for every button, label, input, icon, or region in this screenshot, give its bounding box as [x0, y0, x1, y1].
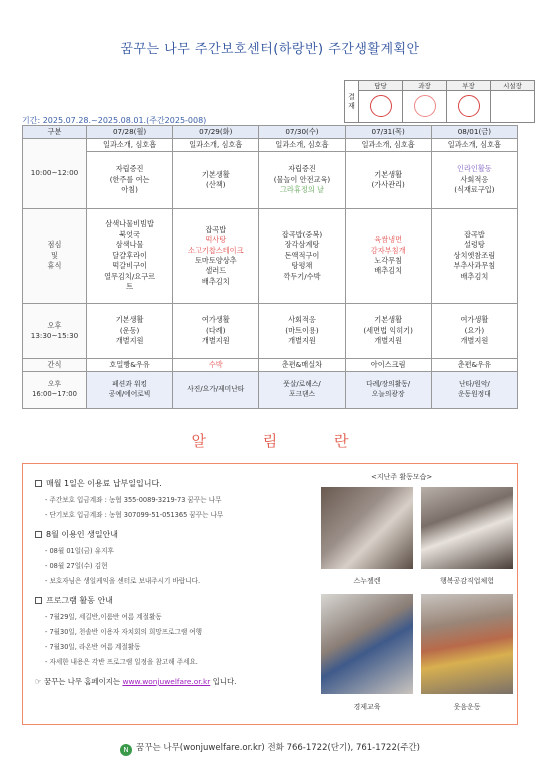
- homepage-line: ☞ 꿈꾸는 나무 홈페이지는 www.wonjuwelfare.or.kr 입니다.: [35, 677, 237, 686]
- day-header: 07/28(월): [87, 126, 173, 139]
- afternoon-cell: 여가생활 (다례) 개별지원: [173, 304, 259, 359]
- intro-cell: 일과소개, 심호흡: [173, 139, 259, 152]
- morning-cell: 자립증진 (한주를 여는 아침): [87, 152, 173, 209]
- lunch-menu-cell: 잡곡밥(중복) 장각삼계탕 돈액적구이 탕평채 깍두기/수박: [259, 209, 345, 304]
- photo-caption: 웃음운동: [453, 703, 481, 711]
- notice-text: [35, 478, 315, 687]
- activity-photo: [421, 487, 513, 569]
- late-afternoon-cell: 사진/요가/제미난타: [173, 372, 259, 409]
- morning-cell: 인라인활동 사회적응 (식재료구입): [431, 152, 517, 209]
- checkbox-icon: [35, 597, 42, 604]
- late-afternoon-cell: 다례/장의활동/ 오늘의광장: [345, 372, 431, 409]
- activity-photo: [321, 594, 413, 694]
- signature-stamp-icon: [359, 91, 403, 123]
- lunch-label: 점심 및 휴식: [23, 209, 87, 304]
- signature-stamp-icon: [447, 91, 491, 123]
- checkbox-icon: [35, 480, 42, 487]
- approval-header: 부장: [447, 81, 491, 91]
- lunch-menu-cell: 육쌈냉면 감자부침개 노각무침 배추김치: [345, 209, 431, 304]
- snack-cell: 호밀빵&우유: [87, 359, 173, 372]
- day-header: 07/30(수): [259, 126, 345, 139]
- signature-stamp-icon: [403, 91, 447, 123]
- intro-cell: 일과소개, 심호흡: [87, 139, 173, 152]
- photo-caption: 스누젤렌: [353, 577, 381, 585]
- lunch-menu-cell: 삼색나물비빔밥 북엇국 삼색나물 달걀후라이 떡갈비구이 열무김치/요구르 트: [87, 209, 173, 304]
- afternoon-cell: 기본생활 (세면법 익히기) 개별지원: [345, 304, 431, 359]
- approval-header: 담당: [359, 81, 403, 91]
- intro-cell: 일과소개, 심호흡: [345, 139, 431, 152]
- snack-cell: 아이스크림: [345, 359, 431, 372]
- footer-text: 꿈꾸는 나무(wonjuwelfare.or.kr) 전화 766-1722(단기), 761-1722(주간): [136, 743, 420, 753]
- day-header: 07/31(목): [345, 126, 431, 139]
- day-header: 07/29(화): [173, 126, 259, 139]
- intro-cell: 일과소개, 심호흡: [259, 139, 345, 152]
- photo-caption: 행복공감직업체험: [439, 577, 495, 585]
- afternoon-cell: 기본생활 (운동) 개별지원: [87, 304, 173, 359]
- morning-cell: 기본생활 (가사관리): [345, 152, 431, 209]
- signature-empty: [491, 91, 535, 123]
- checkbox-icon: [35, 531, 42, 538]
- homepage-link[interactable]: www.wonjuwelfare.or.kr: [122, 677, 211, 686]
- schedule-table: [22, 125, 518, 409]
- morning-label: 10:00~12:00: [23, 139, 87, 209]
- photo-caption: 경제교육: [353, 703, 381, 711]
- photos-title: <지난주 활동모습>: [371, 473, 433, 481]
- notice-section: 프로그램 활동 안내 - 7월29일, 세길반,이룸반 여름 계절활동 - 7월30일, 천솔반 이용자 자치회의 희망프로그램 여행 - 7월30일, 라온반 여름 계절활동 - 자세한 내용은 각반 프로그램 일정을 참고해 주세요.: [35, 595, 315, 666]
- intro-cell: 일과소개, 심호흡: [431, 139, 517, 152]
- lunch-menu-cell: 잡곡밥 떡사탕 소고기찹스테이크 토마토양상추 샐러드 배추김치: [173, 209, 259, 304]
- snack-cell: 춘편&우유: [431, 359, 517, 372]
- approval-header: 시설장: [491, 81, 535, 91]
- lunch-menu-cell: 잡곡밥 설렁탕 상치엣참조림 부추사과무침 배추김치: [431, 209, 517, 304]
- logo-icon: N: [120, 744, 132, 756]
- morning-cell: 기본생활 (산책): [173, 152, 259, 209]
- notice-section: 8월 이용인 생일안내 - 08월 01일(금) 유지후 - 08월 27일(수) 김현 - 보호자님은 생일케익을 센터로 보내주시기 바랍니다.: [35, 529, 315, 585]
- corner-cell: 구분: [23, 126, 87, 139]
- late-afternoon-label: 오후 16:00~17:00: [23, 372, 87, 409]
- activity-photo: [421, 594, 513, 694]
- period-label: 기간: 2025.07.28.~2025.08.01.(주간2025-008): [22, 116, 207, 125]
- snack-cell: 수박: [173, 359, 259, 372]
- late-afternoon-cell: 페션과 워킹 공예/에어로빅: [87, 372, 173, 409]
- notice-box: [22, 463, 518, 725]
- page-title: 꿈꾸는 나무 주간보호센터(하랑반) 주간생활계획안: [120, 42, 420, 57]
- snack-cell: 춘편&매실차: [259, 359, 345, 372]
- footer: [0, 741, 540, 756]
- afternoon-cell: 사회적응 (마트이용) 개별지원: [259, 304, 345, 359]
- notice-section: 매월 1일은 이용료 납부일입니다. - 주간보호 입금계좌 : 농협 355-0089-3219-73 꿈꾸는 나무 - 단기보호 입금계좌 : 농협 307099-51-051365 꿈꾸는 나무: [35, 478, 315, 519]
- activity-photo: [321, 487, 413, 569]
- late-afternoon-cell: 풋살/로해스/ 포크댄스: [259, 372, 345, 409]
- approval-box: [344, 80, 535, 123]
- late-afternoon-cell: 난타/원악/ 운동원정대: [431, 372, 517, 409]
- snack-label: 간식: [23, 359, 87, 372]
- afternoon-label: 오후 13:30~15:30: [23, 304, 87, 359]
- day-header: 08/01(금): [431, 126, 517, 139]
- notice-heading: 알 림 란: [191, 432, 375, 450]
- approval-side-label: 결재: [345, 81, 359, 123]
- approval-header: 과장: [403, 81, 447, 91]
- afternoon-cell: 여가생활 (요가) 개별지원: [431, 304, 517, 359]
- morning-cell: 자립증진 (물놀이 안전교육) 그라휴정의 날: [259, 152, 345, 209]
